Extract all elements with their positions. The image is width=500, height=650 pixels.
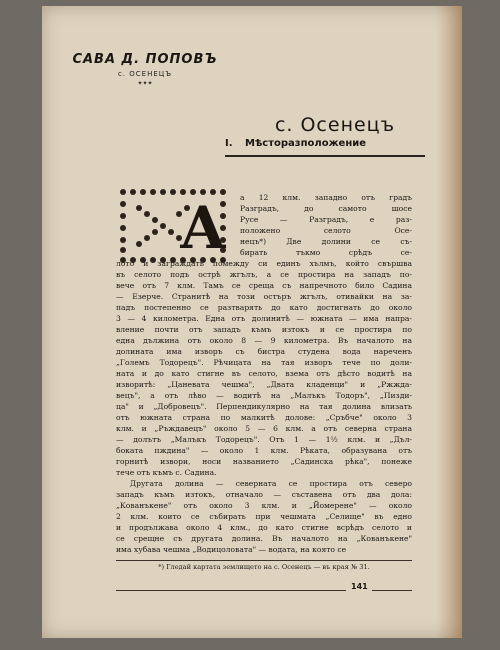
- body-line: една дължина отъ около 8 — 9 километра. Въ началото на: [116, 336, 412, 345]
- body-line: ната и до като стигне въ селото, взема отъ дѣсто водитѣ на: [116, 369, 412, 378]
- body-line: отъ южната страна по малкитѣ долове: „Сръбче" около 3: [116, 413, 412, 422]
- body-line: бирать тъкмо срѣдъ се-: [240, 248, 412, 257]
- body-line: положено селото Осе-: [240, 226, 412, 235]
- body-line: и продължава около 4 клм., до като стигне всрѣдъ селото и: [116, 523, 412, 532]
- body-line: ца" и „Добровецъ". Перпендикулярно на тая долина влизать: [116, 402, 412, 411]
- body-line: вление почти отъ западъ къмъ изтокъ и се простира по: [116, 325, 412, 334]
- body-line: — долътъ „Малъкъ Тодорецъ". Отъ 1 — 1½ клм. и „Дъл-: [116, 435, 412, 444]
- body-line: западъ къмъ изтокъ, отначало — съставена отъ два дола:: [116, 490, 412, 499]
- page-spine-shadow: [436, 6, 462, 638]
- body-line: вече отъ 7 клм. Тамъ се среща съ напречното било Садина: [116, 281, 412, 290]
- body-line: има хубава чешма „Водицоловата" — водата, на която се: [116, 545, 347, 554]
- article-title: с. Осенецъ: [274, 114, 396, 136]
- body-line: Русе — Разградъ, е раз-: [240, 215, 412, 224]
- section-title: Мѣсторазположение: [245, 138, 367, 149]
- body-line: горнитѣ извори, носи названието „Садинска рѣка", понеже: [116, 457, 412, 466]
- author-name: САВА Д. ПОПОВЪ: [72, 52, 218, 67]
- dropcap-letter: А: [179, 194, 227, 262]
- body-line: „Големъ Тодорецъ". Рѣчицата на тая изворъ тече по доли-: [116, 358, 412, 367]
- article-body: [116, 192, 412, 555]
- body-line: тече отъ къмъ с. Садина.: [116, 468, 217, 477]
- body-line: падъ постепенно се разтварять до като достигнать до около: [116, 303, 412, 312]
- body-line: нецъ*) Две долини се съ-: [240, 237, 412, 246]
- header-ornament: ✦✦✦: [137, 80, 153, 87]
- body-line: Другата долина — северната се простира отъ северо: [130, 479, 412, 488]
- body-line: вецъ", а отъ лѣво — водитѣ на „Малъкъ Тодоръ", „Пизди-: [116, 391, 412, 400]
- footnote: *) Гледай картата землището на с. Осенецъ — въ края № 31.: [158, 563, 370, 571]
- body-line: Разградъ, до самото шосе: [240, 204, 412, 213]
- body-line: — Езерче. Странитѣ на този остъръ жгълъ, отивайки на за-: [116, 292, 412, 301]
- body-line: въ селото подъ острѣ жгълъ, а се простира на западъ по-: [116, 270, 412, 279]
- body-line: долината има изворъ съ бистра студена вода нареченъ: [116, 347, 412, 356]
- section-heading: [225, 138, 425, 149]
- body-line: а 12 клм. западно отъ градъ: [240, 193, 412, 202]
- body-line: 2 клм. които се събирать при чешмата „Селище" въ едно: [116, 512, 412, 521]
- body-line: лото и заграждать помежду си единъ хълмъ, който свършва: [116, 259, 412, 268]
- body-line: „Кованъкене" отъ около 3 клм. и „Йомерене" — около: [116, 501, 412, 510]
- page-number-rule-left: [116, 590, 346, 591]
- body-line: боката пждина" — около 1 клм. Рѣката, образувана отъ: [116, 446, 412, 455]
- body-line: се срещне съ другата долина. Въ началото на „Кованъкене": [116, 534, 412, 543]
- body-line: изворитѣ: „Цаневата чешма", „Двата кладенци" и „Ржжда-: [116, 380, 412, 389]
- section-rule: [225, 155, 425, 157]
- author-place: с. ОСЕНЕЦЪ: [117, 70, 173, 78]
- footnote-rule: [116, 560, 412, 561]
- body-line: клм. и „Ръждавецъ" около 5 — 6 клм. а отъ северна страна: [116, 424, 412, 433]
- page-number-rule-right: [372, 590, 412, 591]
- page-number: 141: [351, 582, 368, 591]
- section-number: I.: [225, 138, 233, 149]
- body-line: 3 — 4 километра. Една отъ долинитѣ — южната — има напра-: [116, 314, 412, 323]
